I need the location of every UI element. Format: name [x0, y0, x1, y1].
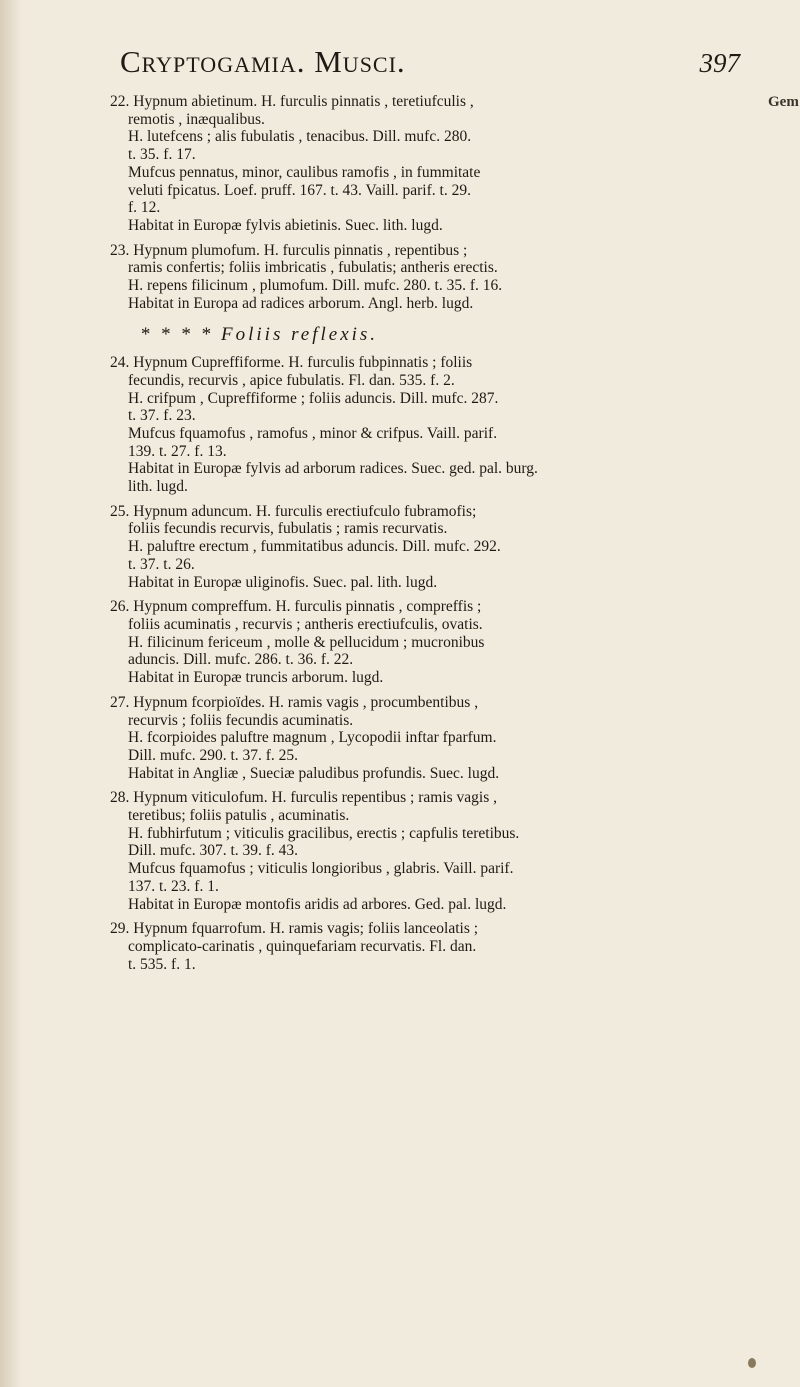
catchword: Gem [768, 94, 799, 110]
entry-line: remotis , inæqualibus. [128, 110, 265, 128]
entry [110, 789, 765, 913]
page-header [120, 44, 740, 92]
entry [110, 920, 765, 973]
entry-line: Habitat in Europæ uliginofis. Suec. pal. lith. lugd. [128, 573, 438, 591]
ink-mark [748, 1358, 756, 1368]
entry-line: Habitat in Angliæ , Sueciæ paludibus profundis. Suec. lugd. [128, 764, 500, 782]
entry-line: H. crifpum , Cupreffiforme ; foliis aduncis. Dill. mufc. 287. [128, 389, 499, 407]
entry-line: H. filicinum fericeum , molle & pellucidum ; mucronibus [128, 633, 485, 651]
entry-line: Habitat in Europæ fylvis abietinis. Suec. lith. lugd. [128, 216, 443, 234]
entry-line: fecundis, recurvis , apice fubulatis. Fl. dan. 535. f. 2. [128, 371, 455, 389]
entry-line: f. 12. [128, 199, 161, 217]
entry-line: 26. Hypnum compreffum. H. furculis pinnatis , compreffis ; [110, 598, 482, 616]
entry [110, 598, 765, 687]
entry [110, 93, 765, 235]
entry-line: lith. lugd. [128, 478, 188, 496]
entry [110, 354, 765, 496]
entry-line: 137. t. 23. f. 1. [128, 877, 219, 895]
page-body [110, 93, 765, 973]
entry-line: Habitat in Europæ truncis arborum. lugd. [128, 669, 384, 687]
entry-line: veluti fpicatus. Loef. pruff. 167. t. 43. Vaill. parif. t. 29. [128, 181, 471, 199]
entry-line: Habitat in Europæ fylvis ad arborum radices. Suec. ged. pal. burg. [128, 460, 538, 478]
entry-line: foliis acuminatis , recurvis ; antheris erectiufculis, ovatis. [128, 615, 483, 633]
entry-line: Habitat in Europæ montofis aridis ad arbores. Ged. pal. lugd. [128, 895, 507, 913]
entry-line: t. 35. f. 17. [128, 146, 196, 164]
entry-line: H. fcorpioides paluftre magnum , Lycopodii inftar fparfum. [128, 729, 497, 747]
entries-group-2 [110, 354, 765, 973]
entry-line: 139. t. 27. f. 13. [128, 442, 227, 460]
entry-line: H. repens filicinum , plumofum. Dill. mufc. 280. t. 35. f. 16. [128, 277, 503, 295]
entry-line: 25. Hypnum aduncum. H. furculis erectiufculo fubramofis; [110, 502, 477, 520]
entry-line: teretibus; foliis patulis , acuminatis. [128, 807, 350, 825]
entry-line: recurvis ; foliis fecundis acuminatis. [128, 711, 354, 729]
entry-line: t. 535. f. 1. [128, 955, 196, 973]
entry-line: H. lutefcens ; alis fubulatis , tenacibus. Dill. mufc. 280. [128, 128, 472, 146]
entry-line: H. fubhirfutum ; viticulis gracilibus, erectis ; capfulis teretibus. [128, 824, 520, 842]
entry-line: Dill. mufc. 290. t. 37. f. 25. [128, 746, 299, 764]
entry-line: t. 37. t. 26. [128, 555, 195, 573]
entry-line: 29. Hypnum fquarrofum. H. ramis vagis; foliis lanceolatis ; [110, 920, 479, 938]
entry-line: t. 37. f. 23. [128, 407, 196, 425]
entry-line: Mufcus pennatus, minor, caulibus ramofis , in fummitate [128, 163, 481, 181]
entry-line: Habitat in Europa ad radices arborum. Angl. herb. lugd. [128, 294, 474, 312]
entry-line: Mufcus fquamofus ; viticulis longioribus , glabris. Vaill. parif. [128, 860, 514, 878]
entry-line: Mufcus fquamofus , ramofus , minor & crifpus. Vaill. parif. [128, 424, 498, 442]
entry-line: 23. Hypnum plumofum. H. furculis pinnatis , repentibus ; [110, 241, 468, 259]
entries-group-1 [110, 93, 765, 312]
entry-line: ramis confertis; foliis imbricatis , fubulatis; antheris erectis. [128, 259, 498, 277]
entry-line: 27. Hypnum fcorpioïdes. H. ramis vagis , procumbentibus , [110, 693, 479, 711]
entry-line: 28. Hypnum viticulofum. H. furculis repentibus ; ramis vagis , [110, 789, 498, 807]
entry-line: 22. Hypnum abietinum. H. furculis pinnatis , teretiufculis , [110, 93, 474, 110]
running-head: Cryptogamia. Musci. [120, 44, 406, 79]
entry [110, 503, 765, 592]
entry-line: complicato-carinatis , quinquefariam recurvatis. Fl. dan. [128, 937, 477, 955]
entry-line: 24. Hypnum Cupreffiforme. H. furculis fubpinnatis ; foliis [110, 354, 473, 372]
entry-line: foliis fecundis recurvis, fubulatis ; ramis recurvatis. [128, 520, 448, 538]
gutter-shadow [0, 0, 22, 1387]
entry-line: aduncis. Dill. mufc. 286. t. 36. f. 22. [128, 651, 354, 669]
entry-line: Dill. mufc. 307. t. 39. f. 43. [128, 842, 299, 860]
entry [110, 694, 765, 783]
section-heading: * * * * Foliis reflexis. [140, 324, 379, 346]
entry-line: H. paluftre erectum , fummitatibus aduncis. Dill. mufc. 292. [128, 538, 501, 556]
entry [110, 242, 765, 313]
page-number: 397 [699, 48, 740, 78]
